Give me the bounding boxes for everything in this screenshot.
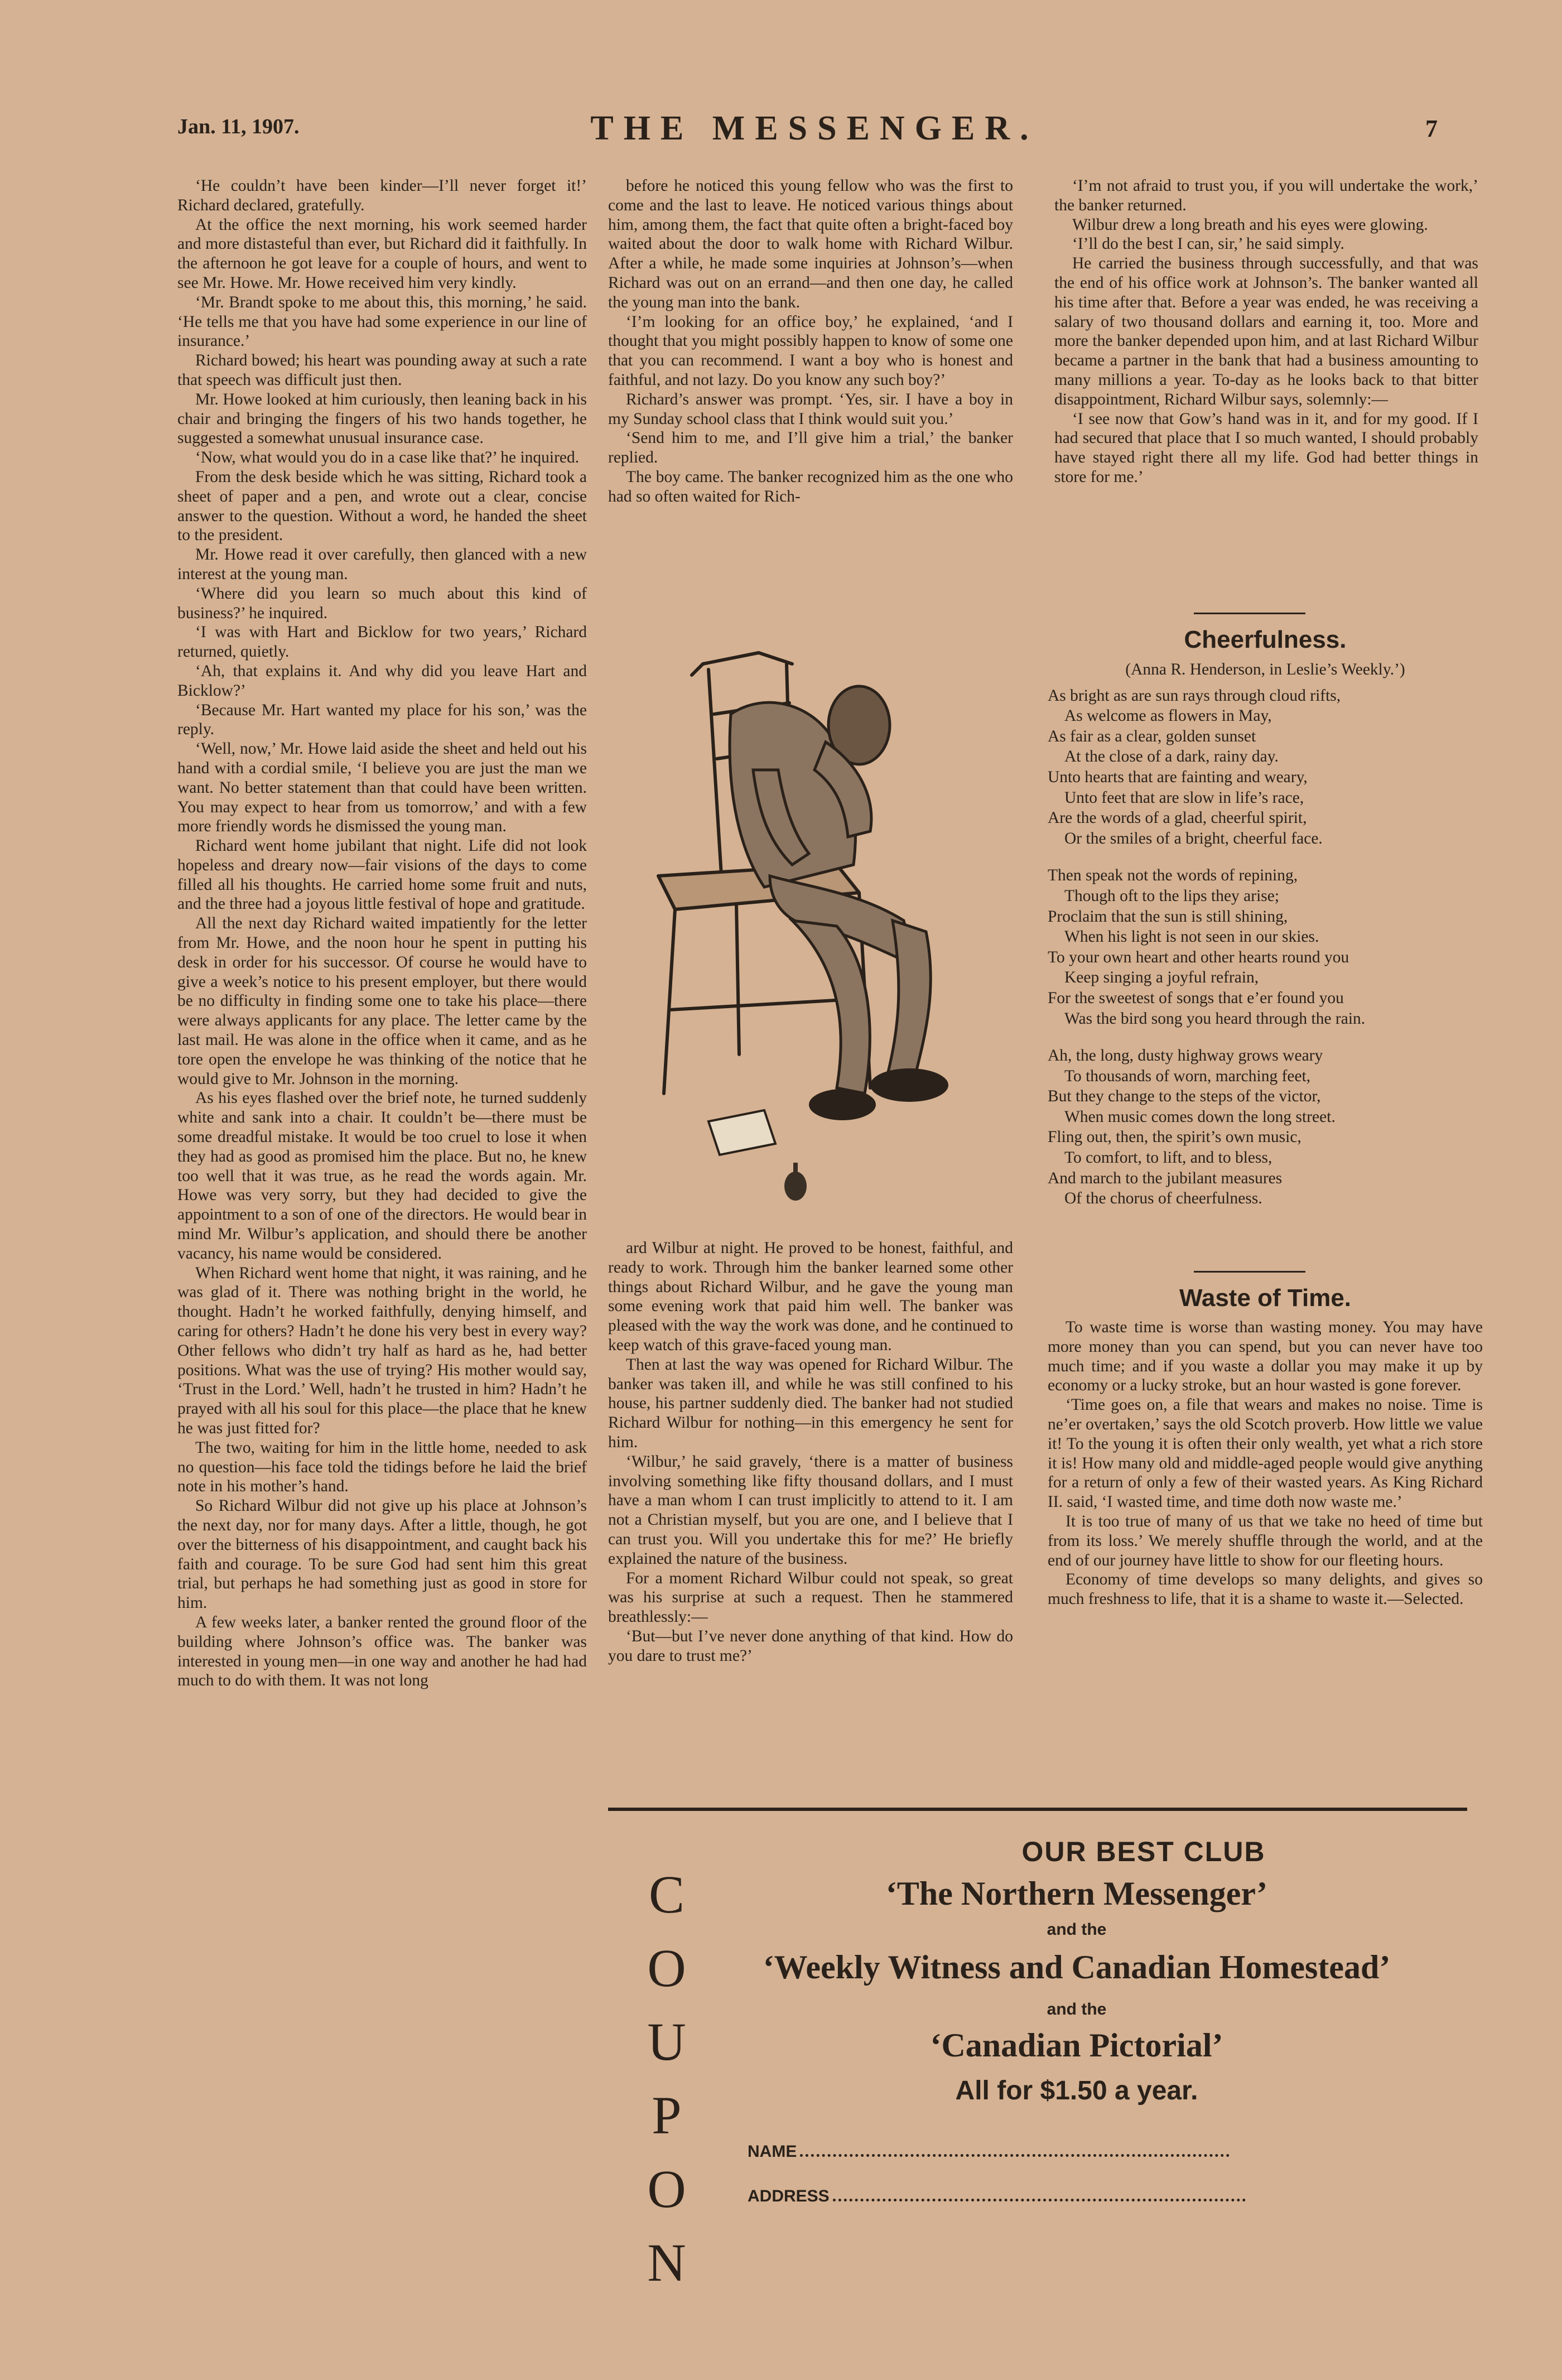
story-paragraph: So Richard Wilbur did not give up his place at Johnson’s the next day, nor for many days. After a little, though, he got over the bitterness of his disappointment, and caught back his faith and courage. To be sure God had sent him this great trial, but perhaps he had something just as good in store for him. [177,1497,587,1612]
poem-line: Are the words of a glad, cheerful spirit, [1048,809,1307,827]
poem-line: But they change to the steps of the victor, [1048,1087,1321,1106]
story-paragraph: ‘I’ll do the best I can, sir,’ he said simply. [1072,235,1344,253]
poem-line: As bright as are sun rays through cloud rifts, [1048,686,1341,705]
story-paragraph: before he noticed this young fellow who was the first to come and the last to leave. He noticed various things about him, among them, the fact that quite often a bright-faced boy waited about the door to walk home with Richard Wilbur. After a while, he made some inquiries at Johnson’s—when Richard was out on an errand—and then one day, he called the young man into the bank. [608,177,1013,311]
story-paragraph: He carried the business through successfully, and that was the end of his office work at Johnson’s. The banker wanted all his time after that. Before a year was ended, he was receiving a salary of two thousand dollars and earning it, too. More and more the banker depended upon him, and at last Richard Wilbur became a partner in the bank that had a business amounting to many millions a year. To-day as he looks back to that bitter disappointment, Richard Wilbur says, solemnly:— [1054,254,1478,408]
poem-line: At the close of a dark, rainy day. [1064,748,1279,766]
poem-stanza [1048,686,1483,849]
story-column-2-top [608,176,1013,617]
story-paragraph: ‘Send him to me, and I’ll give him a trial,’ the banker replied. [608,429,1013,467]
story-paragraph: The boy came. The banker recognized him as the one who had so often waited for Rich- [608,468,1013,505]
name-field[interactable] [800,2154,1230,2157]
poem-line: For the sweetest of songs that e’er found you [1048,989,1344,1007]
address-field[interactable] [833,2199,1246,2201]
poem-stanza [1048,865,1483,1029]
coupon-top-rule [608,1808,1467,1811]
publication-3: ‘Canadian Pictorial’ [930,2027,1223,2064]
poem-stanza [1048,1046,1483,1209]
poem-attribution: (Anna R. Henderson, in Leslie’s Weekly.’) [1125,661,1405,678]
story-paragraph: All the next day Richard waited impatiently for the letter from Mr. Howe, and the noon hour he spent in putting his desk in order for his successor. Of course he would have to give a week’s notice to his present employer, but there would be no difficulty in finding some one to take his place—there were always applicants for any place. The letter came by the last mail. He was alone in the office when it came, and as he tore open the envelope he was thinking of the notice that he would give to Mr. Johnson in the morning. [177,914,587,1088]
masthead-title: THE MESSENGER. [590,109,1039,147]
story-column-3 [1054,176,1478,606]
story-paragraph: Richard’s answer was prompt. ‘Yes, sir. I have a boy in my Sunday school class that I think would suit you.’ [608,390,1013,428]
publication-1: ‘The Northern Messenger’ [885,1875,1268,1912]
issue-date: Jan. 11, 1907. [177,115,300,138]
poem-line: Of the chorus of cheerfulness. [1064,1189,1262,1208]
coupon-letter: C [648,1865,685,1924]
story-paragraph: ‘Now, what would you do in a case like that?’ he inquired. [195,449,580,467]
story-paragraph: At the office the next morning, his work seemed harder and more distasteful than ever, but Richard did it faithfully. In the afternoon he got leave for a couple of hours, and went to see Mr. Howe. Mr. Howe received him very kindly. [177,215,587,292]
and-the-1: and the [1047,1920,1107,1939]
address-label: ADDRESS [748,2187,830,2205]
poem-line: Ah, the long, dusty highway grows weary [1048,1047,1323,1065]
poem-line: Then speak not the words of repining, [1048,866,1298,885]
story-column-2-bottom [608,1239,1013,1802]
coupon-letter: P [652,2085,682,2145]
club-heading: OUR BEST CLUB [1021,1836,1266,1867]
poem-line: Unto hearts that are fainting and weary, [1048,768,1308,786]
poem-title: Cheerfulness. [1184,626,1347,653]
story-paragraph: Richard went home jubilant that night. Life did not look hopeless and dreary now—fair visions of the days to come filled all his thoughts. He carried home some fruit and nuts, and the three had a joyous little festival of hope and gratitude. [177,837,587,913]
poem-line: When music comes down the long street. [1064,1107,1336,1126]
page-number: 7 [1425,115,1438,142]
story-paragraph: ‘I’m looking for an office boy,’ he explained, ‘and I thought that you might possibly happen to know of some one that you can recommend. I want a boy who is honest and faithful, and not lazy. Do you know any such boy?’ [608,312,1013,389]
story-paragraph: Wilbur drew a long breath and his eyes were glowing. [1072,215,1428,234]
address-field-row[interactable] [748,2187,1246,2206]
poem-line: Unto feet that are slow in life’s race, [1064,788,1304,807]
illustration-man-in-chair [625,630,1004,1222]
ornament-icon [780,1159,811,1204]
poem-line: Fling out, then, the spirit’s own music, [1048,1128,1301,1146]
poem-line: To thousands of worn, marching feet, [1064,1067,1311,1085]
poem-line: Though oft to the lips they arise; [1064,887,1280,905]
story-paragraph: Mr. Howe read it over carefully, then glanced with a new interest at the young man. [177,546,587,583]
essay-waste-of-time [1048,1283,1483,1808]
essay-paragraph: ‘Time goes on, a file that wears and makes no noise. Time is ne’er overtaken,’ says the old Scotch proverb. How little we value it! To the young it is often their only wealth, yet what a rich store it is! How many old and middle-aged people would give anything for a return of only a few of their wasted years. As King Richard II. said, ‘I wasted time, and time doth now waste me.’ [1048,1396,1483,1511]
coupon-letter: O [647,1938,686,1998]
poem-line: To comfort, to lift, and to bless, [1064,1149,1272,1167]
story-paragraph: Richard bowed; his heart was pounding away at such a rate that speech was difficult just then. [177,351,587,389]
essay-title: Waste of Time. [1179,1284,1352,1312]
name-label: NAME [748,2142,797,2161]
story-paragraph: Then at last the way was opened for Richard Wilbur. The banker was taken ill, and while he was still confined to his house, his partner suddenly died. The banker had not studied Richard Wilbur for nothing—in this emergency he sent for him. [608,1355,1013,1451]
essay-paragraph: Economy of time develops so many delights, and gives so much freshness to life, that it is a shame to waste it.—Selected. [1048,1570,1483,1608]
story-paragraph: ‘Where did you learn so much about this kind of business?’ he inquired. [177,584,587,622]
story-paragraph: ‘I see now that Gow’s hand was in it, and for my good. If I had secured that place that I so much wanted, I should probably have stayed right there all my life. God had better things in store for me.’ [1054,409,1478,486]
poem-line: And march to the jubilant measures [1048,1169,1283,1187]
coupon-side-label [644,1858,689,2300]
coupon-letter: N [647,2233,686,2292]
divider-rule [1194,613,1305,614]
poem-line: As welcome as flowers in May, [1064,707,1272,725]
story-paragraph: ‘Because Mr. Hart wanted my place for his son,’ was the reply. [177,701,587,739]
story-paragraph: ‘But—but I’ve never done anything of that kind. How do you dare to trust me?’ [608,1627,1013,1665]
story-paragraph: ard Wilbur at night. He proved to be honest, faithful, and ready to work. Through him the banker learned some other things about Richard Wilbur, and he gave the young man some evening work that paid him well. The banker was pleased with the way the work was done, and he continued to keep watch of this grave-faced young man. [608,1239,1013,1354]
publication-2: ‘Weekly Witness and Canadian Homestead’ [763,1949,1391,1986]
story-paragraph: From the desk beside which he was sitting, Richard took a sheet of paper and a pen, and wrote out a clear, concise answer to the question. Without a word, he handed the sheet to the president. [177,468,587,545]
story-paragraph: ‘I’m not afraid to trust you, if you will undertake the work,’ the banker returned. [1054,177,1478,214]
poem-line: To your own heart and other hearts round you [1048,948,1349,966]
story-paragraph: For a moment Richard Wilbur could not speak, so great was his surprise at such a request. Then he stammered breathlessly:— [608,1569,1013,1626]
story-paragraph: ‘Well, now,’ Mr. Howe laid aside the sheet and held out his hand with a cordial smile, ‘I believe you are just the man we want. No better statement than that could have been written. You may expect to hear from us tomorrow,’ and with a few more friendly words he dismissed the young man. [177,740,587,836]
name-field-row[interactable] [748,2142,1230,2161]
coupon-letter: U [647,2012,686,2071]
poem-line: Proclaim that the sun is still shining, [1048,907,1288,926]
essay-paragraph: It is too true of many of us that we take no heed of time but from its loss.’ We merely shuffle through the world, and at the end of our journey have little to show for our fleeting hours. [1048,1512,1483,1569]
story-paragraph: ‘Ah, that explains it. And why did you leave Hart and Bicklow?’ [177,662,587,700]
essay-paragraph: To waste time is worse than wasting money. You may have more money than you can spend, but you can never have too much time; and if you waste a dollar you may make it up by economy or a lucky stroke, but an hour wasted is gone forever. [1048,1318,1483,1395]
poem-line: Or the smiles of a bright, cheerful face. [1064,829,1323,847]
story-paragraph: ‘Mr. Brandt spoke to me about this, this morning,’ he said. ‘He tells me that you have had some experience in our line of insurance.’ [177,293,587,350]
story-paragraph: The two, waiting for him in the little home, needed to ask no question—his face told the tidings before he laid the brief note in his mother’s hand. [177,1438,587,1496]
story-paragraph: When Richard went home that night, it was raining, and he was glad of it. There was nothing bright in the world, he thought. Hadn’t he worked faithfully, denying himself, and caring for others? Hadn’t he done his very best in every way? Other fellows who didn’t try half as hard as he, had better positions. What was the use of trying? His mother would say, ‘Trust in the Lord.’ Well, hadn’t he trusted in him? Hadn’t he prayed with all his soul for this place—the place that he knew he was just fitted for? [177,1264,587,1437]
and-the-2: and the [1047,2000,1107,2018]
coupon-letter: O [647,2159,686,2219]
poem-line: When his light is not seen in our skies. [1064,928,1319,946]
story-paragraph: ‘I was with Hart and Bicklow for two years,’ Richard returned, quietly. [177,623,587,661]
story-paragraph: ‘Wilbur,’ he said gravely, ‘there is a matter of business involving something like fifty thousand dollars, and I must have a man whom I can trust implicitly to attend to it. I am not a Christian myself, but you are one, and I believe that I can trust you. Will you undertake this for me?’ He briefly explained the nature of the business. [608,1452,1013,1568]
divider-rule [1194,1271,1305,1273]
story-paragraph: A few weeks later, a banker rented the ground floor of the building where Johnson’s office was. The banker was interested in young men—in one way and another he had had much to do with them. It was not long [177,1613,587,1690]
story-paragraph: ‘He couldn’t have been kinder—I’ll never forget it!’ Richard declared, gratefully. [177,177,587,214]
poem-cheerfulness [1048,625,1483,1266]
story-paragraph: As his eyes flashed over the brief note, he turned suddenly white and sank into a chair. It couldn’t be—there must be some dreadful mistake. It would be too cruel to lose it when they had as good as promised him the place. But no, he knew too well that it was true, as he read the words again. Mr. Howe was very sorry, but they had decided to give the appointment to a son of one of the directors. He would bear in mind Mr. Wilbur’s application, and should there be another vacancy, his name would be considered. [177,1089,587,1263]
poem-line: As fair as a clear, golden sunset [1048,727,1256,745]
poem-line: Was the bird song you heard through the rain. [1064,1009,1366,1028]
story-paragraph: Mr. Howe looked at him curiously, then leaning back in his chair and bringing the fingers of his two hands together, he suggested a somewhat unusual insurance case. [177,390,587,447]
story-column-1 [177,176,587,2062]
poem-line: Keep singing a joyful refrain, [1064,969,1259,987]
club-price: All for $1.50 a year. [955,2076,1198,2106]
